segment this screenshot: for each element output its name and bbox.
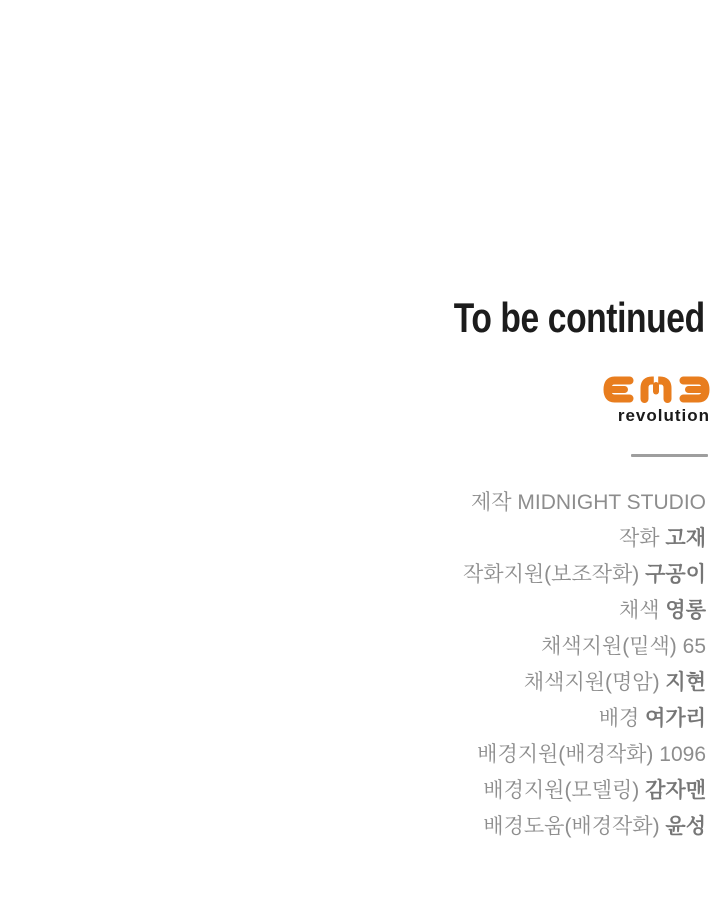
credit-name: 여가리 — [645, 707, 706, 730]
credits-divider — [631, 454, 708, 457]
credit-role: 배경지원(배경작화) — [477, 743, 654, 766]
credit-name: 지현 — [665, 671, 706, 694]
credit-role: 배경지원(모델링) — [483, 779, 640, 802]
logo-revolution-text: revolution — [617, 406, 710, 425]
credit-name: 고재 — [665, 527, 706, 550]
credit-role: 작화 — [619, 527, 660, 550]
credit-name: 1096 — [659, 743, 706, 766]
to-be-continued-text: To be continued — [454, 294, 705, 341]
credit-role: 배경 — [598, 707, 640, 730]
credit-role: 채색 — [619, 599, 660, 622]
credit-name: 65 — [682, 635, 706, 658]
credit-name: 윤성 — [665, 815, 706, 838]
credit-line — [463, 485, 706, 521]
credit-line — [463, 665, 706, 701]
studio-logo — [603, 376, 710, 426]
credit-line — [463, 557, 706, 593]
credit-name: 구공이 — [645, 563, 706, 586]
credit-name: 영롱 — [665, 599, 706, 622]
credit-role: 배경도움(배경작화) — [483, 815, 660, 838]
credit-line — [463, 737, 706, 773]
credit-role: 작화지원(보조작화) — [463, 563, 640, 586]
credit-role: 채색지원(명암) — [523, 671, 660, 694]
credit-line — [463, 593, 706, 629]
credit-role: 채색지원(밑색) — [541, 635, 677, 658]
credit-line — [463, 809, 706, 845]
credit-role: 제작 — [470, 491, 512, 514]
credit-line — [463, 701, 706, 737]
credit-name: MIDNIGHT STUDIO — [517, 491, 706, 514]
credits-list — [463, 485, 706, 845]
cnc-logo-icon — [603, 376, 710, 404]
credit-line — [463, 773, 706, 809]
credit-line — [463, 521, 706, 557]
credit-name: 감자맨 — [645, 779, 706, 802]
credit-line — [463, 629, 706, 665]
